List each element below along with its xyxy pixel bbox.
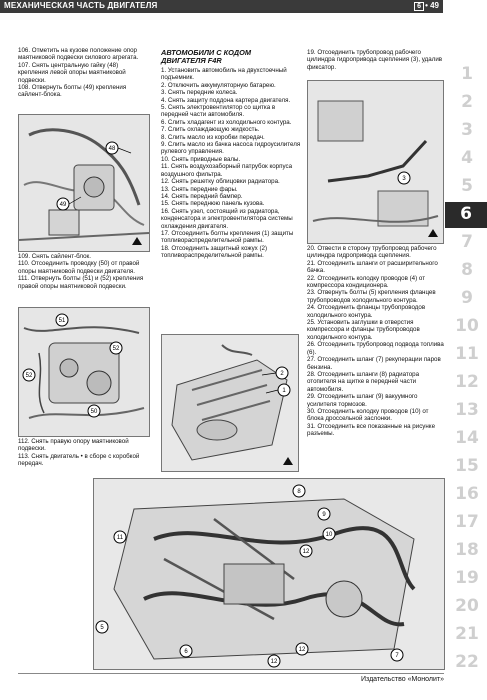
callout-12-a: 12: [302, 549, 310, 555]
callout-12-b: 12: [298, 647, 306, 653]
chapter-tab[interactable]: 10: [455, 316, 479, 336]
figure-engine-bay: [93, 478, 445, 670]
step-item: 28. Отсоединить шланги (8) радиатора отопителя на щитке в передней части автомобиля.: [307, 370, 420, 393]
figure-clutch-line-drawing: [308, 81, 443, 243]
chapter-tab[interactable]: 21: [455, 624, 479, 644]
step-item: 11. Снять воздухозаборный патрубок корпуса воздушного фильтра.: [161, 163, 293, 178]
chapter-tab[interactable]: 9: [461, 288, 473, 308]
step-113: 113. Снять двигатель • в сборе с коробкой передач.: [18, 452, 140, 468]
step-111: 111. Отвернуть болты (51) и (52) крепления правой опоры маятниковой подвески.: [18, 275, 144, 290]
chapter-tab[interactable]: 4: [461, 148, 473, 168]
chapter-tab[interactable]: 20: [455, 596, 479, 616]
callout-11: 11: [116, 535, 124, 541]
column-1-bottom: [18, 438, 150, 468]
step-110: 110. Отсоединить проводку (50) от правой опоры маятниковой подвески двигателя.: [18, 260, 140, 275]
step-112: 112. Снять правую опору маятниковой подвески.: [18, 438, 129, 453]
section-heading-line2: ДВИГАТЕЛЯ F4R: [161, 56, 222, 65]
step-item: 9. Слить масло из бачка насоса гидроусилителя рулевого управления.: [161, 141, 301, 156]
step-item: 2. Отключить аккумуляторную батарею.: [161, 81, 276, 89]
chapter-tab[interactable]: 7: [461, 232, 473, 252]
callout-48: 48: [108, 146, 116, 152]
step-item: 1. Установить автомобиль на двухстоечный подъемник.: [161, 67, 287, 82]
column-1-middle: [18, 253, 150, 290]
step-109: 109. Снять сайлент-блок.: [18, 253, 91, 260]
figure-right-mount: [18, 307, 150, 437]
callout-6: 6: [184, 649, 188, 655]
step-106: 106. Отметить на кузове положение опор маятниковой подвески силового агрегата.: [18, 47, 139, 62]
step-item: 13. Снять передние фары.: [161, 185, 238, 193]
chapter-tab[interactable]: 13: [455, 400, 479, 420]
step-item: 12. Снять решетку облицовки радиатора.: [161, 178, 280, 186]
chapter-title: МЕХАНИЧЕСКАЯ ЧАСТЬ ДВИГАТЕЛЯ: [4, 1, 158, 10]
column-3-bottom: [307, 245, 444, 438]
step-item: 15. Снять переднюю панель кузова.: [161, 200, 265, 208]
step-item: 23. Отвернуть болты (5) крепления фланцев трубопроводов холодильного контура.: [307, 289, 436, 304]
step-item: 14. Снять передний бампер.: [161, 192, 243, 200]
callout-52-b: 52: [25, 373, 33, 379]
step-item: 26. Отсоединить трубопровод подвода топлива (6).: [307, 341, 444, 356]
callout-50: 50: [90, 409, 98, 415]
figure-engine-bay-drawing: [94, 479, 444, 669]
footer-rule: [18, 673, 444, 674]
callout-52-a: 52: [112, 346, 120, 352]
callout-1: 1: [282, 388, 286, 394]
section-heading: [161, 49, 301, 65]
step-item: 22. Отсоединить колодку проводов (4) от компрессора кондиционера.: [307, 274, 426, 290]
step-item: 7. Слить охлаждающую жидкость.: [161, 126, 260, 134]
chapter-tab[interactable]: 1: [461, 64, 473, 84]
callout-7: 7: [395, 653, 399, 659]
column-1-top: [18, 47, 150, 99]
callout-10: 10: [325, 532, 333, 538]
chapter-tab[interactable]: 8: [461, 260, 473, 280]
chapter-tab[interactable]: 22: [455, 652, 479, 672]
step-item: 3. Снять передние колеса.: [161, 89, 238, 97]
callout-3: 3: [402, 176, 406, 182]
step-item: 27. Отсоединить шланг (7) рекуперации паров бензина.: [307, 356, 441, 371]
figure-left-mount: [18, 114, 150, 252]
step-item: 29. Отсоединить шланг (9) вакуумного усилителя тормозов.: [307, 393, 418, 408]
publisher-label: Издательство «Монолит»: [360, 676, 444, 683]
step-item: 17. Отсоединить болты крепления (1) защиты топливораспределительной рампы.: [161, 229, 294, 245]
step-19: 19. Отсоединить трубопровод рабочего цилиндра гидропривода сцепления (3), удалив фиксатор.: [307, 49, 443, 71]
column-3-top: [307, 49, 444, 71]
step-item: 21. Отсоединить шланги от расширительного бачка.: [307, 259, 438, 275]
step-item: 8. Слить масло из коробки передач.: [161, 133, 265, 141]
figure-right-mount-drawing: [19, 308, 149, 436]
chapter-tab[interactable]: 11: [455, 344, 479, 364]
chapter-tab[interactable]: 3: [461, 120, 473, 140]
page-number: [414, 1, 439, 11]
callout-2: 2: [280, 371, 284, 377]
callout-12-c: 12: [270, 659, 278, 665]
callout-8: 8: [297, 489, 301, 495]
figure-fuel-rail-drawing: [162, 335, 298, 471]
step-item: 25. Установить заглушки в отверстия компрессора и фланцы трубопроводов холодильного контура.: [307, 319, 420, 341]
step-item: 6. Слить хладагент из холодильного контура.: [161, 118, 292, 126]
figure-fuel-rail: [161, 334, 299, 472]
callout-49: 49: [59, 202, 67, 208]
step-item: 18. Отсоединить защитный кожух (2) топливораспределительной рампы.: [161, 244, 268, 260]
chapter-tab[interactable]: 2: [461, 92, 473, 112]
step-item: 20. Отвести в сторону трубопровод рабочего цилиндра гидропривода сцепления.: [307, 245, 437, 260]
chapter-tab[interactable]: 18: [455, 540, 479, 560]
step-item: 16. Снять узел, состоящий из радиатора, конденсатора и электровентилятора системы охлаждения двигателя.: [161, 207, 293, 230]
callout-9: 9: [322, 512, 326, 518]
callout-51: 51: [58, 318, 66, 324]
page-number-label: • 49: [425, 1, 439, 10]
chapter-tab[interactable]: 12: [455, 372, 479, 392]
chapter-tab[interactable]: 5: [461, 176, 473, 196]
step-item: 30. Отсоединить колодку проводов (10) от блока дроссельной заслонки.: [307, 407, 429, 423]
chapter-tab[interactable]: 15: [455, 456, 479, 476]
step-item: 4. Снять защиту поддона картера двигателя.: [161, 96, 291, 104]
step-item: 10. Снять приводные валы.: [161, 155, 241, 163]
step-108: 108. Отвернуть болты (49) крепления сайлент-блока.: [18, 84, 127, 99]
figure-clutch-line: [307, 80, 444, 244]
chapter-tab[interactable]: 14: [455, 428, 479, 448]
step-item: 31. Отсоединить все показанные на рисунке разъемы.: [307, 422, 436, 438]
step-107: 107. Снять центральную гайку (48) крепления левой опоры маятниковой подвески.: [18, 61, 126, 84]
callout-5: 5: [100, 625, 104, 631]
step-item: 5. Снять электровентилятор со щитка в передней части автомобиля.: [161, 104, 276, 119]
page-header: [0, 0, 443, 13]
step-item: 24. Отсоединить фланцы трубопроводов холодильного контура.: [307, 304, 426, 319]
chapter-tab[interactable]: 16: [455, 484, 479, 504]
chapter-tab-active[interactable]: 6: [445, 202, 487, 228]
column-2: [161, 49, 301, 260]
section-heading-line1: АВТОМОБИЛИ С КОДОМ: [161, 48, 252, 57]
chapter-tab[interactable]: 19: [455, 568, 479, 588]
figure-left-mount-drawing: [19, 115, 149, 251]
chapter-tab[interactable]: 17: [455, 512, 479, 532]
section-box: 6: [414, 2, 424, 11]
